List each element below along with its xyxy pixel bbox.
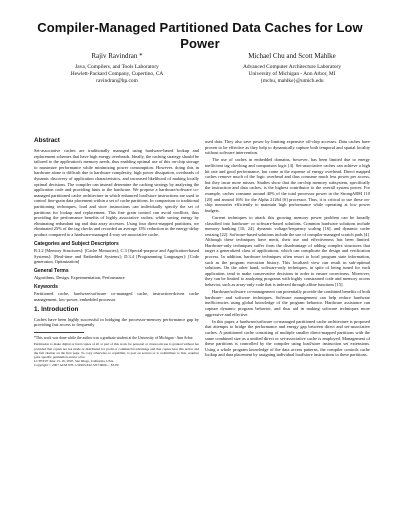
- left-column: [34, 137, 199, 368]
- right-column: [205, 139, 370, 360]
- author-affiliation: Java, Compilers, and Tools Laboratory: [75, 64, 159, 70]
- body-paragraph: Hardware/software co-management can potentially provide the combined benefits of both hardware- and software techniques. Software management can help reduce hardware inefficiencies using global knowledge of the program behavior. Hardware assistance can capture dynamic program behavior, and thus aid in making software techniques more aggressive and effective.: [205, 289, 370, 317]
- body-paragraph: The use of caches in embedded domains, however, has been limited due to energy inefficient tag checking and comparison logic [4]. Set-associative caches can achieve a high hit rate and good performance, but come at the expense of energy overhead. Direct mapped caches remove much of the logic overhead and thus consume much less power per access, but they incur more misses. Studies show that the on-chip memory subsystem, specifically the instruction and data caches, is the highest contributor to the overall system power. For example, caches consume around 40% of the total processor power in the StrongARM 110 [20] and around 16% for the Alpha 21264 [6] processor. Thus, it is critical to use these on-chip memories efficiently to maintain high performance while operating at low power budgets.: [205, 157, 370, 213]
- author-organization: Hewlett-Packard Company, Cupertino, CA: [70, 71, 164, 78]
- author-affiliation: Advanced Computer Architecture Laboratory: [242, 64, 342, 70]
- author-email: ravindran@hp.com: [96, 78, 138, 85]
- introduction-text: Caches have been highly successful in bridging the processor-memory performance gap by providing fast access to frequently: [34, 316, 199, 328]
- copyright-line: Copyright © 2007 ACM 978-1-59593-632-5/07/0006 ... $5.00: [34, 363, 119, 368]
- author-block-chu-mahlke: [212, 52, 372, 86]
- categories-text: B.3.2 [Memory Structures]: [Cache Memories]; C.3 [Special-purpose and Application-based Systems]: [Real-time and Embedded Systems]; D.3.4 [Programming Languages]: [Code generation, Optimization]: [34, 248, 199, 265]
- keywords-text: Partitioned cache, hardware/software co-managed cache, instruction-driven cache management, low-power, embedded processor: [34, 291, 199, 302]
- author-footnote: *This work was done while the author was a graduate student at the University of Michigan - Ann Arbor: [34, 335, 193, 340]
- permission-notice: Permission to make digital or hard copies of all or part of this work for personal or classroom use is granted without fee provided that copies are not made or distributed for profit or commercial advantage and that copies bear this notice and the full citation on the first page. To copy otherwise, to republish, to post on servers or to redistribute to lists, requires prior specific permission and/or a fee.: [34, 342, 199, 359]
- general-terms-text: Algorithms, Design, Experimentation, Performance: [34, 275, 125, 281]
- author-organization: University of Michigan - Ann Arbor, MI: [248, 71, 336, 78]
- author-block-ravindran: [37, 52, 197, 86]
- author-email: {mchu, mahlke}@umich.edu: [260, 78, 324, 85]
- general-terms-heading: General Terms: [34, 267, 69, 274]
- categories-heading: Categories and Subject Descriptors: [34, 240, 119, 247]
- paper-title: Compiler-Managed Partitioned Data Caches for Low Power: [37, 20, 363, 51]
- keywords-heading: Keywords: [34, 283, 58, 290]
- author-name: Rajiv Ravindran *: [91, 52, 143, 60]
- venue-line: LCTES'07 June 13–16, 2007, San Diego, California, USA.: [34, 359, 114, 364]
- author-name: Michael Chu and Scott Mahlke: [248, 52, 336, 60]
- footnote-rule: [34, 332, 84, 333]
- body-paragraph: Current techniques to attack this growing memory power problem can be broadly classified into hardware- or software-based solutions. Common hardware solutions include memory banking [10, 24], dynamic voltage/frequency scaling [16], and dynamic cache resizing [22]. Software-based solutions include the use of compiler-managed scratch pads [4]. Although these techniques have merit, their use and effectiveness has been limited. Hardware-only techniques suffer from the disadvantage of adding complex structures that target a generalized class of applications, which can complicate the design and verification process. In addition, hardware techniques often resort to local program state information, such as the program execution history. This localized view can result in sub-optimal solutions. On the other hand, software-only techniques, in spite of being tuned for each application, tend to make conservative decisions in order to ensure correctness. Moreover, they can be limited to analyzing programs with highly constrained code and memory access behavior, such as array-only code that is indexed through affine functions [15].: [205, 214, 370, 288]
- abstract-heading: Abstract: [34, 137, 60, 144]
- body-paragraph: In this paper, a hardware/software co-managed partitioned cache architecture is proposed that attempts to bridge the performance and energy gap between direct and set-associative caches. A partitioned cache consisting of multiple smaller direct-mapped partitions with the same combined size as a unified direct or set-associative cache is employed. Management of these partitions is controlled by the compiler using load/store instruction set extensions. Using a whole program knowledge of the data access patterns, the compiler controls cache lookup and data placement by assigning individual load/store instructions to these partitions.: [205, 318, 370, 358]
- abstract-text: Set-associative caches are traditionally managed using hardware-based lookup and replacement schemes that have high energy overheads. Ideally, the caching strategy should be tailored to the application's memory needs, thus enabling optimal use of this on-chip storage to maximize performance while minimizing power consumption. However, doing this in hardware alone is difficult due to hardware complexity, high power dissipation, overheads of dynamic discovery of application characteristics, and increased likelihood of making locally optimal decisions. The compiler can instead determine the caching strategy by analyzing the application code and providing hints to the hardware. We propose a hardware/software co-managed partitioned cache architecture in which enhanced load/store instructions are used to control fine-grain data placement within a set of cache partitions. In comparison to traditional partitioning techniques, load and store instructions can individually specify the set of partitions for lookup and replacement. This fine grain control can avoid conflicts, thus providing the performance benefits of highly associative caches, while saving energy by eliminating redundant tag and data array accesses. Using four direct-mapped partitions, we eliminated 25% of the tag checks and recorded an average 15% reduction in the energy-delay product compared to a hardware-managed 4-way set-associative cache.: [34, 148, 199, 237]
- body-paragraph: used data. They also save power by limiting expensive off-chip accesses. Data caches have proven to be effective as they help to dynamically capture both temporal and spatial locality without software intervention.: [205, 139, 370, 156]
- introduction-heading: 1. Introduction: [34, 305, 79, 313]
